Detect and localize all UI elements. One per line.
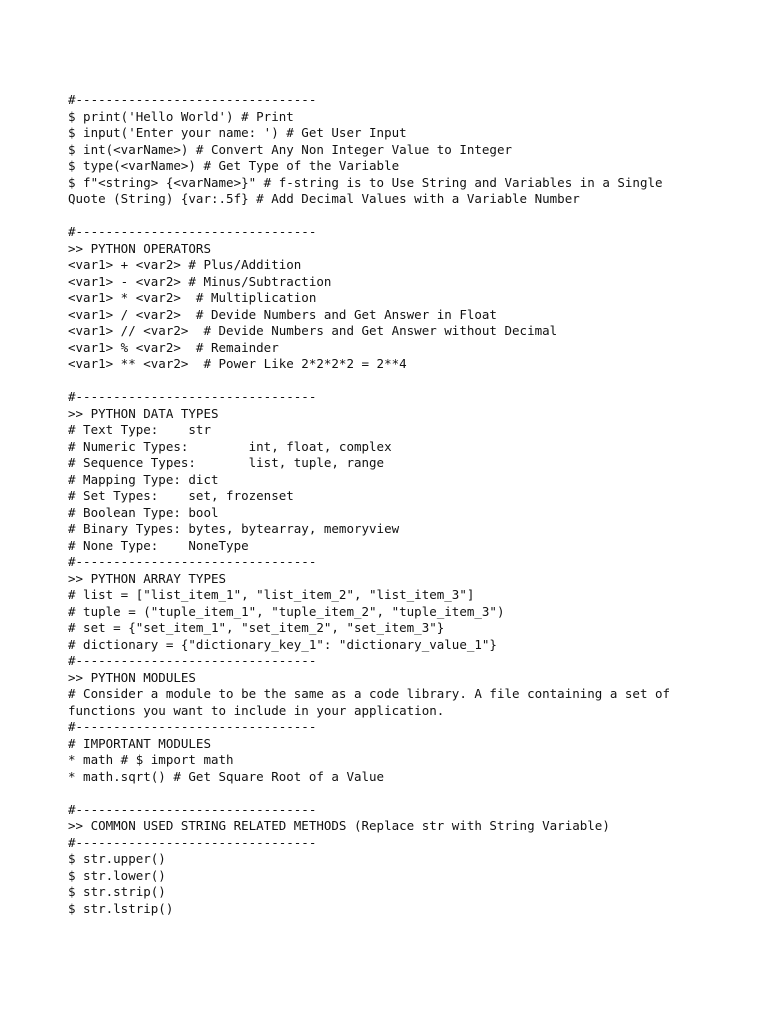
- section-heading-array-types: >> PYTHON ARRAY TYPES: [68, 570, 227, 586]
- separator-line: #--------------------------------: [68, 653, 317, 668]
- code-line-str-lower: $ str.lower(): [68, 867, 166, 883]
- code-line-addition: <var1> + <var2> # Plus/Addition: [68, 257, 302, 272]
- blank-line: [68, 208, 748, 225]
- code-listing: [68, 92, 748, 917]
- code-line-sequence-types: # Sequence Types: list, tuple, range: [68, 455, 385, 470]
- separator-line: #--------------------------------: [68, 389, 317, 404]
- code-line-mapping-type: # Mapping Type: dict: [68, 471, 219, 487]
- section-heading-operators: >> PYTHON OPERATORS: [68, 240, 211, 256]
- code-line-fstring: $ f"<string> {<varName>}" # f-string is to Use String and Variables in a Single: [68, 174, 663, 190]
- code-line-input: $ input('Enter your name: ') # Get User Input: [68, 125, 407, 140]
- code-line-type: $ type(<varName>) # Get Type of the Variable: [68, 158, 400, 173]
- separator-line: #--------------------------------: [68, 719, 317, 734]
- code-line-set-types: # Set Types: set, frozenset: [68, 488, 294, 503]
- section-heading-string-methods: >> COMMON USED STRING RELATED METHODS (Replace str with String Variable): [68, 818, 610, 833]
- code-line-boolean-type: # Boolean Type: bool: [68, 504, 219, 520]
- code-line-floor-division: <var1> // <var2> # Devide Numbers and Get Answer without Decimal: [68, 323, 558, 338]
- code-line-set: # set = {"set_item_1", "set_item_2", "set_item_3"}: [68, 620, 445, 635]
- code-line-int: $ int(<varName>) # Convert Any Non Integer Value to Integer: [68, 141, 513, 157]
- code-line-math-sqrt: * math.sqrt() # Get Square Root of a Value: [68, 768, 385, 784]
- separator-line: #--------------------------------: [68, 801, 317, 817]
- code-line-none-type: # None Type: NoneType: [68, 537, 249, 553]
- section-heading-important-modules: # IMPORTANT MODULES: [68, 735, 211, 751]
- code-line-power: <var1> ** <var2> # Power Like 2*2*2*2 = 2**4: [68, 356, 407, 371]
- section-heading-modules: >> PYTHON MODULES: [68, 669, 196, 685]
- code-line-math-import: * math # $ import math: [68, 752, 234, 767]
- code-line-binary-types: # Binary Types: bytes, bytearray, memoryview: [68, 521, 400, 536]
- code-line-str-lstrip: $ str.lstrip(): [68, 900, 174, 916]
- separator-line: #--------------------------------: [68, 554, 317, 569]
- code-line-dictionary: # dictionary = {"dictionary_key_1": "dictionary_value_1"}: [68, 636, 497, 652]
- code-line-list: # list = ["list_item_1", "list_item_2", "list_item_3"]: [68, 587, 475, 602]
- code-line-multiplication: <var1> * <var2> # Multiplication: [68, 290, 317, 305]
- separator-line: #--------------------------------: [68, 224, 317, 239]
- code-line-tuple: # tuple = ("tuple_item_1", "tuple_item_2", "tuple_item_3"): [68, 603, 505, 619]
- code-line-remainder: <var1> % <var2> # Remainder: [68, 339, 279, 355]
- blank-line: [68, 373, 748, 390]
- code-line-numeric-types: # Numeric Types: int, float, complex: [68, 438, 392, 454]
- code-line-division: <var1> / <var2> # Devide Numbers and Get Answer in Float: [68, 306, 497, 322]
- code-line-text-type: # Text Type: str: [68, 422, 211, 437]
- separator-line: #--------------------------------: [68, 92, 317, 107]
- separator-line: #--------------------------------: [68, 834, 317, 850]
- code-line-print: $ print('Hello World') # Print: [68, 108, 294, 124]
- section-heading-data-types: >> PYTHON DATA TYPES: [68, 405, 219, 421]
- code-line-module-description-continued: functions you want to include in your application.: [68, 702, 445, 718]
- blank-line: [68, 785, 748, 802]
- code-line-module-description: # Consider a module to be the same as a code library. A file containing a set of: [68, 686, 671, 701]
- code-line-str-strip: $ str.strip(): [68, 884, 166, 899]
- code-line-fstring-continued: Quote (String) {var:.5f} # Add Decimal Values with a Variable Number: [68, 191, 580, 206]
- code-line-str-upper: $ str.upper(): [68, 851, 166, 866]
- code-line-subtraction: <var1> - <var2> # Minus/Subtraction: [68, 273, 332, 289]
